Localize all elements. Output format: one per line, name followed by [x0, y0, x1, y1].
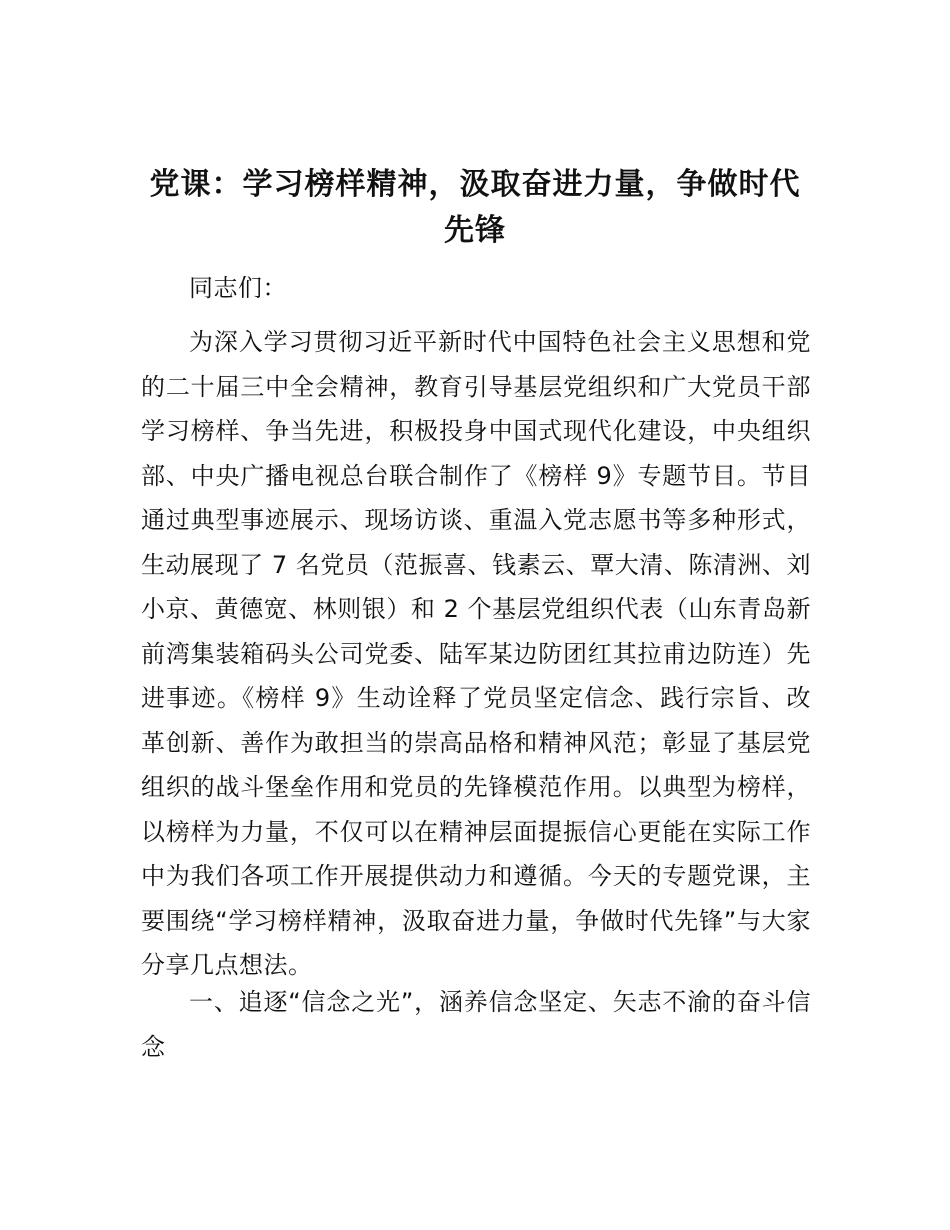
document-title: 党课：学习榜样精神，汲取奋进力量，争做时代先锋 [149, 167, 801, 248]
salutation: 同志们： [189, 274, 287, 302]
intro-paragraph: 为深入学习贯彻习近平新时代中国特色社会主义思想和党的二十届三中全会精神，教育引导基层党组织和广大党员干部学习榜样、争当先进，积极投身中国式现代化建设，中央组织部、中央广播电视总台联合制作了《榜样 9》专题节目。节目通过典型事迹展示、现场访谈、重温入党志愿书等多种形式，生动展现了 7 名党员（范振喜、钱素云、覃大清、陈清洲、刘小京、黄德宽、林则银）和 2 个基层党组织代表（山东青岛新前湾集装箱码头公司党委、陆军某边防团红其拉甫边防连）先进事迹。《榜样 9》生动诠释了党员坚定信念、践行宗旨、改革创新、善作为敢担当的崇高品格和精神风范；彰显了基层党组织的战斗堡垒作用和党员的先锋模范作用。以典型为榜样，以榜样为力量，不仅可以在精神层面提振信心更能在实际工作中为我们各项工作开展提供动力和遵循。今天的专题党课，主要围绕“学习榜样精神，汲取奋进力量，争做时代先锋”与大家分享几点想法。 [141, 328, 811, 979]
section-heading: 一、追逐“信念之光”，涵养信念坚定、矢志不渝的奋斗信念 [141, 988, 811, 1061]
